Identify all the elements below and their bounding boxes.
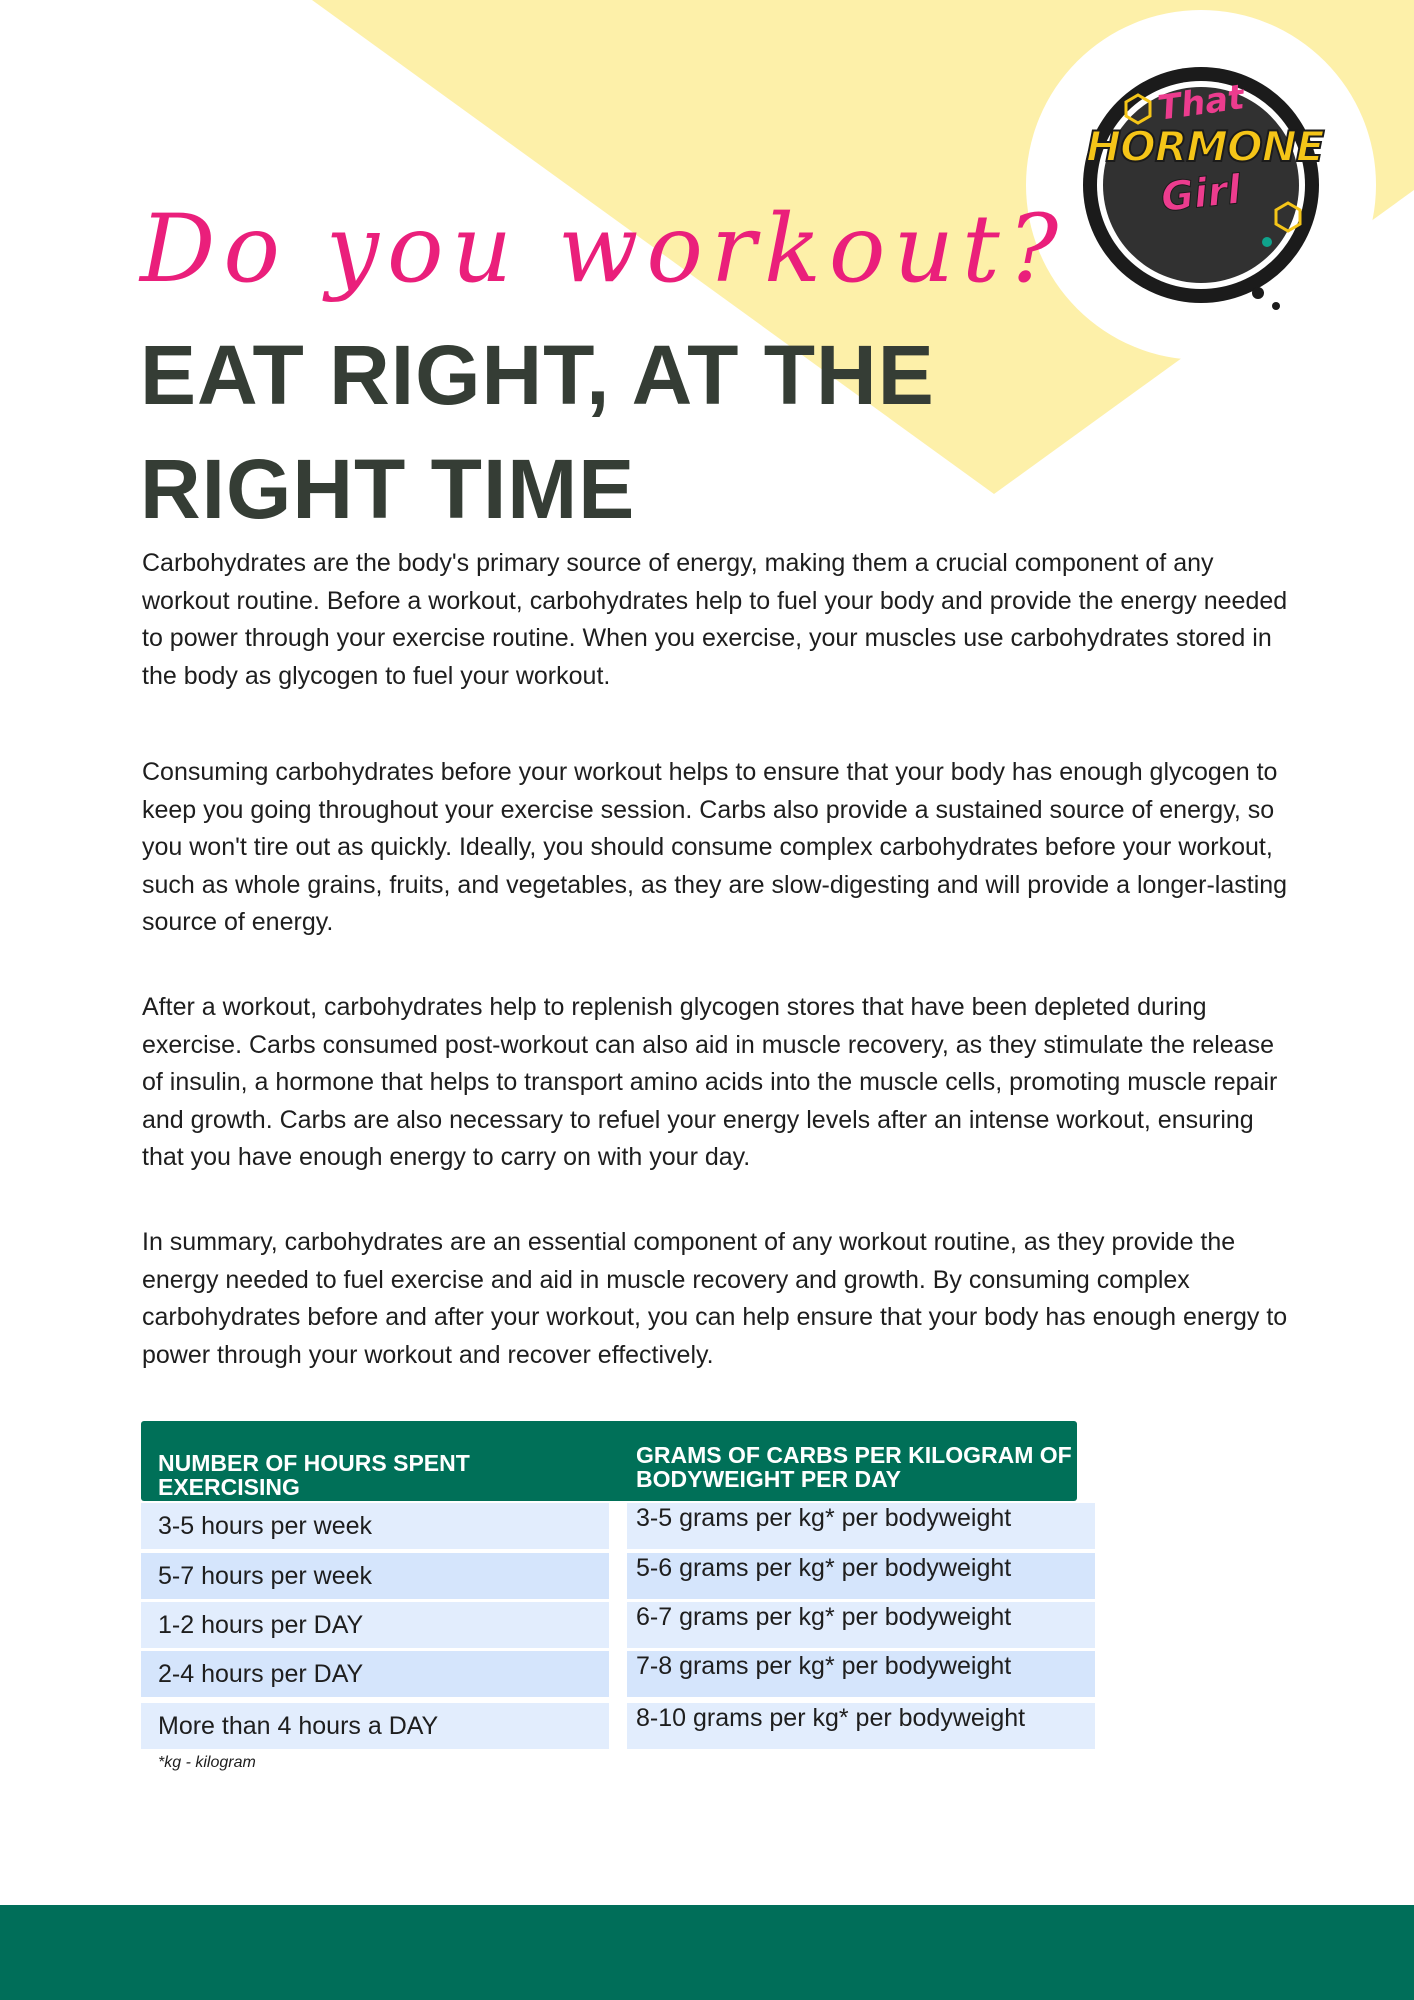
paragraph-intro: Carbohydrates are the body's primary source of energy, making them a crucial component of any workout routine. Before a workout, carbohydrates help to fuel your body and provide the energy needed to power through your exercise routine. When you exercise, your muscles use carbohydrates stored in the body as glycogen to fuel your workout. — [142, 549, 1288, 690]
page-title: EAT RIGHT, AT THE RIGHT TIME — [140, 328, 935, 536]
table-cell-hours: 2-4 hours per DAY — [141, 1651, 609, 1697]
footer-band — [0, 1905, 1414, 2000]
table-cell-grams: 7-8 grams per kg* per bodyweight — [627, 1651, 1095, 1697]
table-cell-grams: 8-10 grams per kg* per bodyweight — [627, 1703, 1095, 1749]
table-header-hours: NUMBER OF HOURS SPENT EXERCISING — [158, 1450, 470, 1500]
paragraph-after-workout: After a workout, carbohydrates help to replenish glycogen stores that have been depleted during exercise. Carbs consumed post-workout can also aid in muscle recovery, as they stimulate the release of insulin, a hormone that helps to transport amino acids into the muscle cells, promoting muscle repair and growth. Carbs are also necessary to refuel your energy levels after an intense workout, ensuring that you have enough energy to carry on with your day. — [142, 993, 1278, 1171]
table-cell-grams: 6-7 grams per kg* per bodyweight — [627, 1602, 1095, 1648]
table-cell-hours: 5-7 hours per week — [141, 1553, 609, 1599]
logo-word-that: That — [1155, 77, 1247, 129]
table-cell-grams: 3-5 grams per kg* per bodyweight — [627, 1503, 1095, 1549]
script-title: Do you workout? — [140, 195, 1067, 304]
logo-word-girl: Girl — [1158, 166, 1244, 222]
table-footnote: *kg - kilogram — [158, 1754, 256, 1771]
table-cell-hours: More than 4 hours a DAY — [141, 1703, 609, 1749]
paragraph-summary: In summary, carbohydrates are an essential component of any workout routine, as they provide the energy needed to fuel exercise and aid in muscle recovery and growth. By consuming complex carbohydrates before and after your workout, you can help ensure that your body has enough energy to power through your workout and recover effectively. — [142, 1228, 1288, 1369]
logo-word-hormone: HORMONE — [1086, 122, 1324, 171]
paragraph-before-workout: Consuming carbohydrates before your workout helps to ensure that your body has enough glycogen to keep you going throughout your exercise session. Carbs also provide a sustained source of energy, so you won't tire out as quickly. Ideally, you should consume complex carbohydrates before your workout, such as whole grains, fruits, and vegetables, as they are slow-digesting and will provide a longer-lasting source of energy. — [142, 758, 1288, 936]
table-cell-grams: 5-6 grams per kg* per bodyweight — [627, 1553, 1095, 1599]
table-cell-hours: 3-5 hours per week — [141, 1503, 609, 1549]
brand-logo — [1026, 10, 1376, 360]
table-header-grams: GRAMS OF CARBS PER KILOGRAM OF BODYWEIGHT PER DAY — [636, 1442, 1072, 1492]
table-cell-hours: 1-2 hours per DAY — [141, 1602, 609, 1648]
